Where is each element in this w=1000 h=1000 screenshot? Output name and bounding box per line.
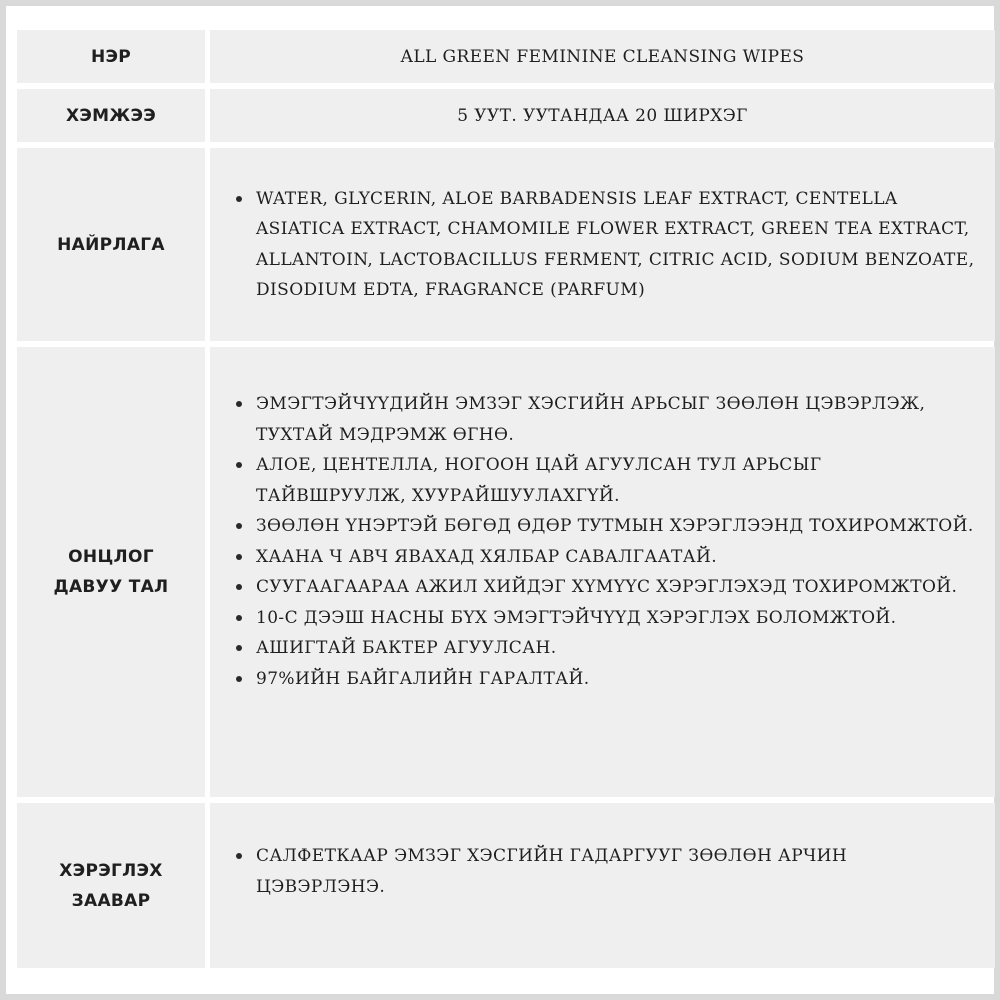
advantages-value [210,347,995,797]
name-value: ALL GREEN FEMININE CLEANSING WIPES [210,30,995,83]
list-item: 97%ИЙН БАЙГАЛИЙН ГАРАЛТАЙ. [232,664,977,695]
advantages-list [210,389,995,694]
ingredients-value [210,148,995,341]
advantages-label: ОНЦЛОГ ДАВУУ ТАЛ [17,347,210,797]
list-item: ЗӨӨЛӨН ҮНЭРТЭЙ БӨГӨД ӨДӨР ТУТМЫН ХЭРЭГЛЭЭНД ТОХИРОМЖТОЙ. [232,511,977,542]
usage-list [210,841,995,902]
size-label: ХЭМЖЭЭ [17,89,210,142]
list-item: САЛФЕТКААР ЭМЗЭГ ХЭСГИЙН ГАДАРГУУГ ЗӨӨЛӨН АРЧИН ЦЭВЭРЛЭНЭ. [232,841,977,902]
list-item: ХААНА Ч АВЧ ЯВАХАД ХЯЛБАР САВАЛГААТАЙ. [232,542,977,573]
list-item: АШИГТАЙ БАКТЕР АГУУЛСАН. [232,633,977,664]
ingredients-label: НАЙРЛАГА [17,148,210,341]
usage-value [210,803,995,968]
list-item: ЭМЭГТЭЙЧҮҮДИЙН ЭМЗЭГ ХЭСГИЙН АРЬСЫГ ЗӨӨЛӨН ЦЭВЭРЛЭЖ, ТУХТАЙ МЭДРЭМЖ ӨГНӨ. [232,389,977,450]
ingredients-list [210,184,995,306]
list-item: АЛОЕ, ЦЕНТЕЛЛА, НОГООН ЦАЙ АГУУЛСАН ТУЛ АРЬСЫГ ТАЙВШРУУЛЖ, ХУУРАЙШУУЛАХГҮЙ. [232,450,977,511]
list-item: 10-С ДЭЭШ НАСНЫ БҮХ ЭМЭГТЭЙЧҮҮД ХЭРЭГЛЭХ БОЛОМЖТОЙ. [232,603,977,634]
size-value: 5 УУТ. УУТАНДАА 20 ШИРХЭГ [210,89,995,142]
list-item: СУУГААГААРАА АЖИЛ ХИЙДЭГ ХҮМҮҮС ХЭРЭГЛЭХЭД ТОХИРОМЖТОЙ. [232,572,977,603]
usage-label: ХЭРЭГЛЭХ ЗААВАР [17,803,210,968]
list-item: WATER, GLYCERIN, ALOE BARBADENSIS LEAF EXTRACT, CENTELLA ASIATICA EXTRACT, CHAMOMILE FLOWER EXTRACT, GREEN TEA EXTRACT, ALLANTOIN, LACTOBACILLUS FERMENT, CITRIC ACID, SODIUM BENZOATE, DISODIUM EDTA, FRAGRANCE (PARFUM) [232,184,977,306]
product-info-table [17,30,995,968]
name-label: НЭР [17,30,210,83]
